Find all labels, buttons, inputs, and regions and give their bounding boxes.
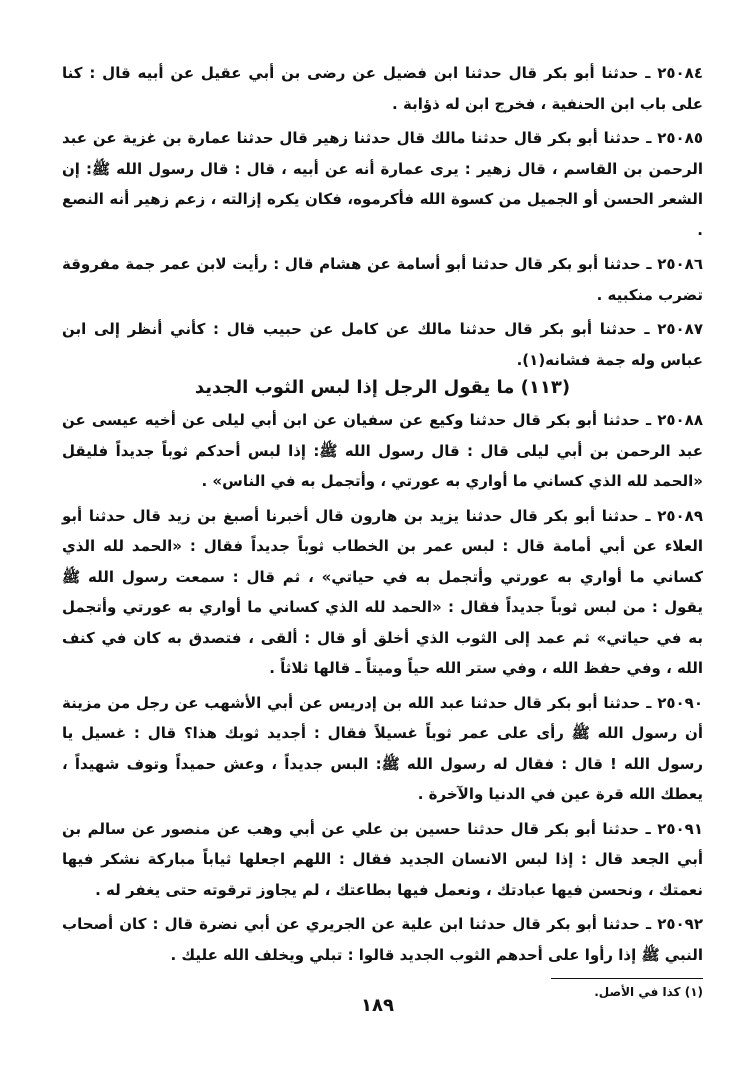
hadith-25087: ٢٥٠٨٧ ـ حدثنا أبو بكر قال حدثنا مالك عن كامل عن حبيب قال : كأني أنظر إلى ابن عباس وله جمة فشانه(١).: [62, 320, 703, 369]
chapter-heading: (١١٣) ما يقول الرجل إذا لبس الثوب الجديد: [194, 377, 571, 398]
footnote: (١) كذا في الأصل.: [594, 985, 703, 999]
hadith-25092: ٢٥٠٩٢ ـ حدثنا أبو بكر قال حدثنا ابن علية عن الجريري عن أبي نضرة قال : كان أصحاب النبي ﷺ إذا رأوا على أحدهم الثوب الجديد قالوا : تبلي ويخلف الله عليك .: [62, 915, 703, 964]
hadith-25089: ٢٥٠٨٩ ـ حدثنا أبو بكر قال حدثنا يزيد بن هارون قال أخبرنا أصبغ بن زيد قال حدثنا أبو العلاء عن أبي أمامة قال : لبس عمر بن الخطاب ثوباً جديداً فقال : «الحمد لله الذي كساني ما أواري به عورتي وأتجمل به في حياتي» ، ثم قال : سمعت رسول الله ﷺ يقول : من لبس ثوباً جديداً فقال : «الحمد لله الذي كساني ما أواري به عورتي وأتجمل به في حياتي» ثم عمد إلى الثوب الذي أخلق أو قال : ألقى ، فتصدق به كان في كنف الله ، وفي حفظ الله ، وفي ستر الله حياً وميتاً ـ قالها ثلاثاً .: [62, 506, 703, 677]
hadith-25088: ٢٥٠٨٨ ـ حدثنا أبو بكر قال حدثنا وكيع عن سفيان عن ابن أبي ليلى عن أخيه عيسى عن عبد الرحمن بن أبي ليلى قال : قال رسول الله ﷺ: إذا لبس أحدكم ثوباً جديداً فليقل «الحمد لله الذي كساني ما أواري به عورتي ، وأتجمل به في الناس» .: [62, 411, 703, 490]
footnote-divider: [551, 978, 703, 979]
hadith-25085: ٢٥٠٨٥ ـ حدثنا أبو بكر قال حدثنا مالك قال حدثنا زهير قال حدثنا عمارة بن غزية عن عبد الرحمن بن القاسم ، قال زهير : يرى عمارة أنه عن أبيه ، قال : قال رسول الله ﷺ: إن الشعر الحسن أو الجميل من كسوة الله فأكرموه، فكان يكره إزالته ، زعم زهير أنه النصع .: [62, 129, 703, 239]
page-number: ١٨٩: [361, 995, 394, 1016]
hadith-25091: ٢٥٠٩١ ـ حدثنا أبو بكر قال حدثنا حسين بن علي عن أبي وهب عن منصور عن سالم بن أبي الجعد قال : إذا لبس الانسان الجديد فقال : اللهم اجعلها ثياباً مباركة نشكر فيها نعمتك ، ونحسن فيها عبادتك ، ونعمل فيها بطاعتك ، لم يجاوز ترقوته حتى يغفر له .: [62, 819, 703, 899]
hadith-25086: ٢٥٠٨٦ ـ حدثنا أبو بكر قال حدثنا أبو أسامة عن هشام قال : رأيت لابن عمر جمة مفروقة تضرب منكبيه .: [62, 255, 703, 304]
hadith-25084: ٢٥٠٨٤ ـ حدثنا أبو بكر قال حدثنا ابن فضيل عن رضى بن أبي عقيل عن أبيه قال : كنا على باب ابن الحنفية ، فخرج ابن له ذؤابة .: [62, 64, 703, 113]
hadith-25090: ٢٥٠٩٠ ـ حدثنا أبو بكر قال حدثنا عبد الله بن إدريس عن أبي الأشهب عن رجل من مزينة أن رسول الله ﷺ رأى على عمر ثوباً غسيلاً فقال : أجديد ثوبك هذا؟ قال : غسيل يا رسول الله ! قال : فقال له رسول الله ﷺ: البس جديداً ، وعش حميداً وتوف شهيداً ، يعطك الله قرة عين في الدنيا والآخرة .: [62, 693, 703, 803]
